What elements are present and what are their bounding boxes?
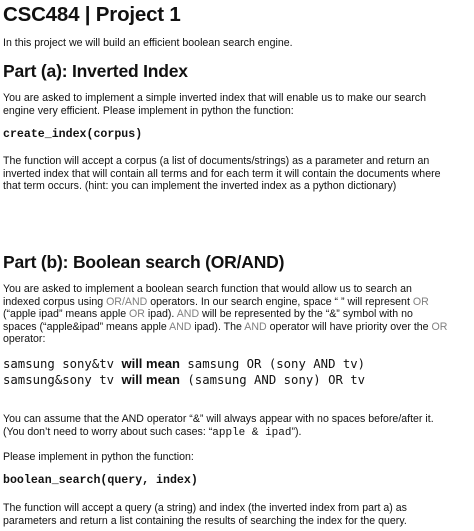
part-b-para1-line1: You are asked to implement a boolean search function that would allow us to search an [3, 283, 412, 295]
example-meaning: samsung OR (sony AND tv) [180, 357, 366, 371]
create-index-function: create_index(corpus) [3, 128, 143, 141]
and-operator: AND [176, 308, 200, 321]
part-b-para1-line2 [3, 296, 429, 309]
text-span: indexed corpus using [3, 295, 107, 308]
and-operator: AND [169, 320, 192, 333]
or-operator: OR [129, 308, 145, 321]
example-query: samsung&sony tv [3, 373, 122, 387]
part-b-para2-line1: You can assume that the AND operator “&” will always appear with no spaces before/after it. [3, 413, 434, 425]
part-b-para2-line2 [3, 426, 301, 440]
part-b-para1-line5: operator: [3, 333, 46, 346]
example-2 [3, 372, 365, 389]
text-span: spaces (“apple&ipad” means apple [3, 320, 170, 333]
apple-ipad-example: apple & ipad [212, 427, 292, 439]
text-span: (You don’t need to worry about such cases: “ [3, 426, 213, 438]
part-a-para1-line1: You are asked to implement a simple inverted index that will enable us to make our search [3, 92, 426, 104]
page-title: CSC484 | Project 1 [3, 3, 181, 26]
part-b-para3-line1: The function will accept a query (a string) and index (the inverted index from part a) as [3, 502, 407, 514]
and-operator: AND [244, 320, 267, 333]
or-and-operators: OR/AND [106, 295, 148, 308]
part-b-heading: Part (b): Boolean search (OR/AND) [3, 252, 285, 272]
intro-text: In this project we will build an efficient boolean search engine. [3, 37, 293, 49]
text-span: (“apple ipad” means apple [3, 308, 130, 321]
boolean-search-function: boolean_search(query, index) [3, 474, 198, 487]
part-b-para1-line4 [3, 321, 447, 334]
text-span: operators. In our search engine, space “ ” will represent [147, 295, 413, 308]
example-will-mean: will mean [121, 372, 180, 387]
part-a-para2-line3: that term occurs. (hint: you can implement the inverted index as a python dictionary) [3, 180, 397, 193]
part-b-para3-line2: parameters and return a list containing the results of searching the index for the query. [3, 514, 407, 527]
part-a-para2-line2: inverted index that will contain all terms and for each term it will contain the documents where [3, 167, 441, 180]
or-operator: OR [412, 295, 429, 308]
part-a-heading: Part (a): Inverted Index [3, 61, 188, 81]
text-span: ipad). The [191, 320, 245, 333]
text-span: operator will have priority over the [266, 320, 432, 333]
part-a-para1-line2: engine very efficient. Please implement in python the function: [3, 104, 294, 117]
example-1 [3, 356, 365, 373]
part-b-para1-line3 [3, 308, 413, 321]
example-meaning: (samsung AND sony) OR tv [180, 373, 366, 387]
part-a-para2-line1: The function will accept a corpus (a list of documents/strings) as a parameter and return an [3, 155, 430, 167]
example-query: samsung sony&tv [3, 357, 122, 371]
text-span: ipad). [144, 308, 177, 321]
text-span: will be represented by the “&” symbol with no [199, 308, 413, 321]
example-will-mean: will mean [121, 356, 180, 371]
implement-instruction: Please implement in python the function: [3, 451, 194, 463]
text-span: ”). [291, 426, 302, 438]
or-operator: OR [431, 320, 448, 333]
